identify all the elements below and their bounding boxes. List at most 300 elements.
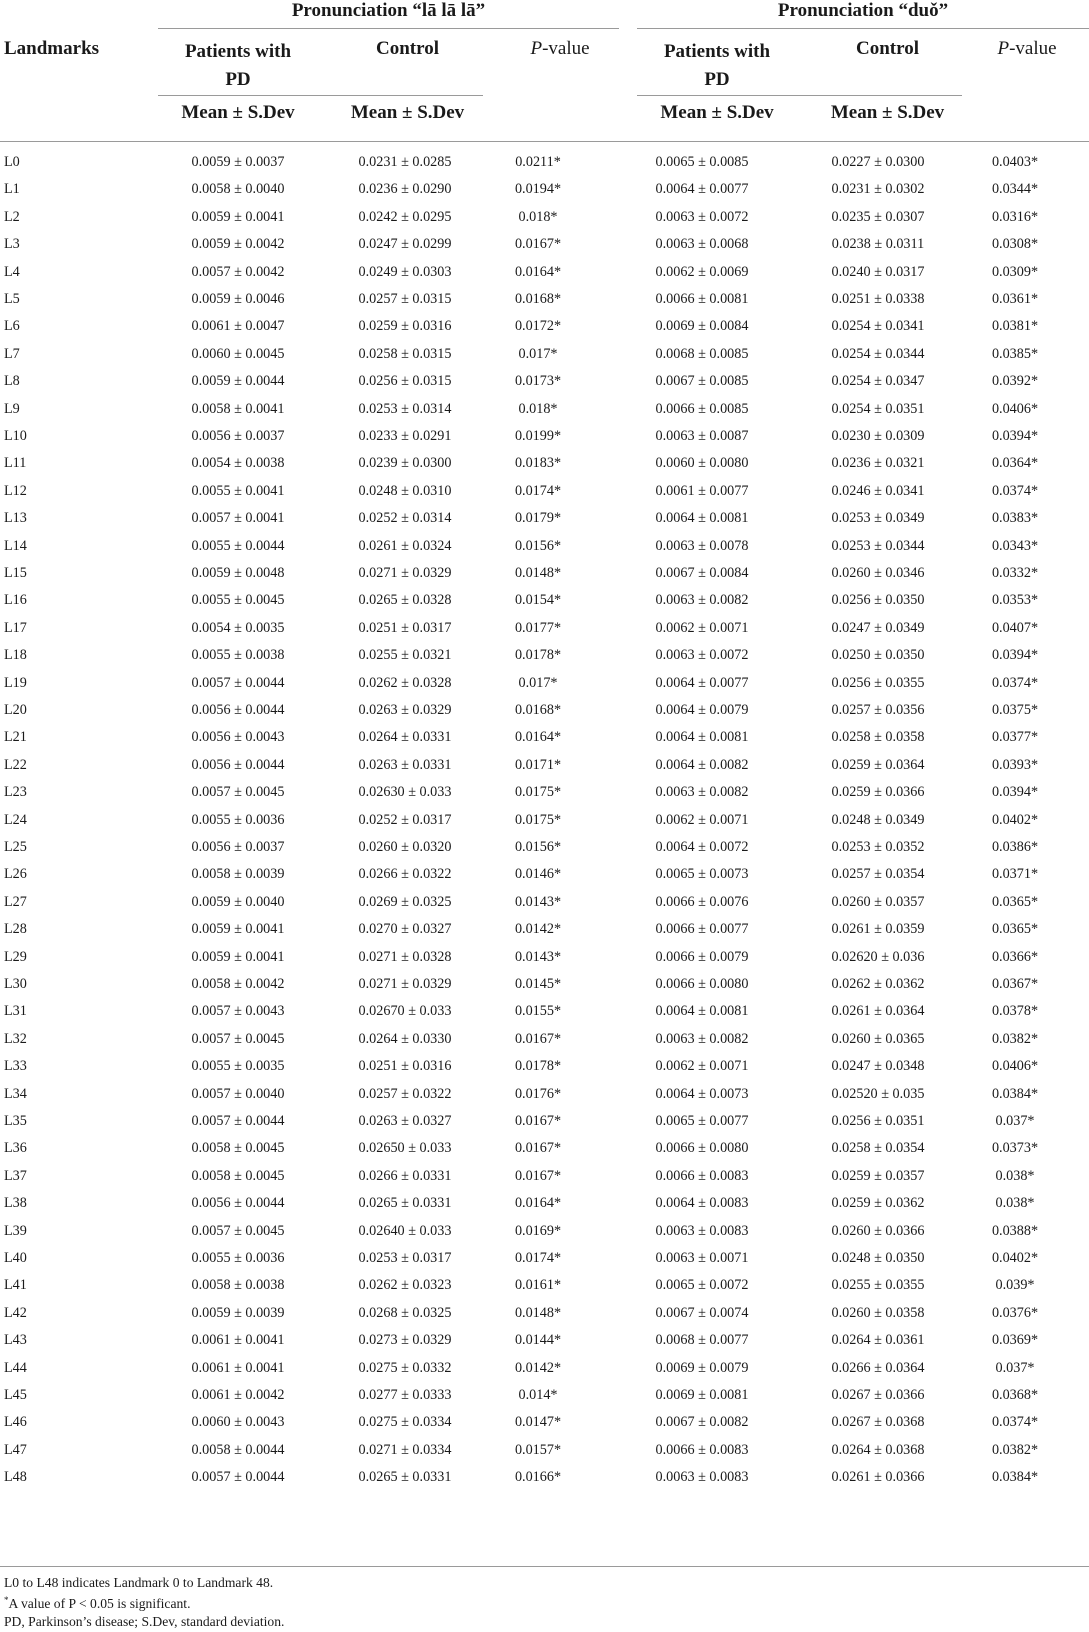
g1-control-cell: 0.0271 ± 0.0328 [358,948,452,965]
g1-control-cell: 0.0263 ± 0.0329 [358,702,452,718]
g1-control-cell: 0.0251 ± 0.0317 [358,619,452,636]
g1-pvalue-cell: 0.0157* [514,1441,562,1458]
landmark-cell: L46 [4,1414,27,1431]
landmark-cell: L1 [4,181,20,198]
g1-control-cell: 0.0265 ± 0.0328 [358,592,452,609]
g1-pvalue-cell: 0.0174* [514,482,562,499]
g1-control-cell: 0.0266 ± 0.0331 [358,1167,452,1184]
landmark-cell: L23 [4,784,27,801]
g1-patients-cell: 0.0057 ± 0.0041 [191,510,285,527]
g2-pvalue-cell: 0.0344* [991,181,1039,198]
g1-pvalue-cell: 0.0167* [514,236,562,253]
g1-pvalue-cell: 0.0199* [514,428,562,444]
g1-pvalue-cell: 0.0175* [514,784,562,801]
g2-control-cell: 0.0227 ± 0.0300 [831,154,925,170]
g1-control-cell: 0.0239 ± 0.0300 [358,455,452,472]
g1-pvalue-cell: 0.0164* [514,729,562,746]
footnote-mark: * [4,1595,9,1605]
g2-pvalue-cell: 0.0384* [991,1085,1039,1102]
g1-control-cell: 0.0253 ± 0.0317 [358,1250,452,1266]
g2-pvalue-cell: 0.0369* [991,1332,1039,1349]
g2-control-cell: 0.0240 ± 0.0317 [831,263,925,280]
landmark-cell: L29 [4,948,27,965]
g2-pvalue-cell: 0.0394* [991,428,1039,444]
g2-patients-cell: 0.0063 ± 0.0082 [655,592,749,609]
g1-control-cell: 0.0268 ± 0.0325 [358,1304,452,1321]
g2-patients-cell: 0.0066 ± 0.0083 [655,1167,749,1184]
g1-control-cell: 0.0249 ± 0.0303 [358,263,452,280]
g2-pvalue-cell: 0.0392* [991,373,1039,390]
g1-patients-cell: 0.0057 ± 0.0044 [191,674,285,691]
g2-patients-cell: 0.0068 ± 0.0077 [655,1332,749,1349]
g2-patients-cell: 0.0065 ± 0.0085 [655,154,749,170]
g2-control-cell: 0.0248 ± 0.0349 [831,811,925,828]
g2-patients-cell: 0.0064 ± 0.0072 [655,839,749,855]
table-row [0,614,1089,643]
table-row [0,1134,1089,1163]
g2-control-cell: 0.0230 ± 0.0309 [831,428,925,444]
table-row [0,203,1089,232]
g2-pvalue-cell: 0.0375* [991,702,1039,718]
patients-line1: Patients with [663,41,771,62]
landmark-cell: L15 [4,565,27,581]
group2-patients-mean-header: Mean ± S.Dev [660,102,774,123]
g1-pvalue-cell: 0.0142* [514,921,562,938]
table-row [0,586,1089,615]
g1-patients-cell: 0.0060 ± 0.0045 [191,345,285,362]
g2-control-cell: 0.0264 ± 0.0361 [831,1332,925,1349]
g1-pvalue-cell: 0.0148* [514,565,562,581]
g2-patients-cell: 0.0061 ± 0.0077 [655,482,749,499]
g2-patients-cell: 0.0063 ± 0.0083 [655,1222,749,1239]
patients-line2: PD [704,69,730,90]
g1-pvalue-cell: 0.0146* [514,866,562,883]
group1-underline [158,28,619,29]
table-row [0,641,1089,670]
g1-patients-cell: 0.0057 ± 0.0042 [191,263,285,280]
landmark-cell: L38 [4,1195,27,1212]
g2-control-cell: 0.0238 ± 0.0311 [831,236,925,253]
g2-control-cell: 0.02620 ± 0.036 [831,948,925,965]
g2-control-cell: 0.0258 ± 0.0354 [831,1140,925,1157]
table-row [0,833,1089,862]
g1-pvalue-cell: 0.0145* [514,976,562,992]
g1-control-cell: 0.0260 ± 0.0320 [358,839,452,855]
landmark-cell: L12 [4,482,27,499]
table-row [0,1436,1089,1465]
g1-control-cell: 0.0242 ± 0.0295 [358,208,452,225]
g1-control-cell: 0.0271 ± 0.0329 [358,976,452,992]
table-row [0,312,1089,341]
g1-control-cell: 0.0265 ± 0.0331 [358,1469,452,1486]
g1-control-cell: 0.02670 ± 0.033 [358,1003,452,1020]
g1-control-cell: 0.0271 ± 0.0334 [358,1441,452,1458]
g2-pvalue-cell: 0.0407* [991,619,1039,636]
g1-control-cell: 0.0257 ± 0.0322 [358,1085,452,1102]
g2-control-cell: 0.0261 ± 0.0366 [831,1469,925,1486]
g2-patients-cell: 0.0064 ± 0.0077 [655,181,749,198]
table-row [0,1052,1089,1081]
g1-pvalue-cell: 0.0154* [514,592,562,609]
table-row [0,1381,1089,1410]
g2-patients-cell: 0.0066 ± 0.0080 [655,976,749,992]
g1-patients-cell: 0.0059 ± 0.0041 [191,921,285,938]
g2-pvalue-cell: 0.0394* [991,784,1039,801]
g2-pvalue-cell: 0.0316* [991,208,1039,225]
table-row [0,504,1089,533]
table-row [0,1271,1089,1300]
g1-patients-cell: 0.0057 ± 0.0045 [191,1222,285,1239]
landmark-cell: L4 [4,263,20,280]
g2-pvalue-cell: 0.0374* [991,1414,1039,1431]
g2-patients-cell: 0.0064 ± 0.0073 [655,1085,749,1102]
g1-pvalue-cell: 0.0169* [514,1222,562,1239]
table-row [0,395,1089,424]
g1-patients-cell: 0.0058 ± 0.0041 [191,400,285,417]
g1-control-cell: 0.0257 ± 0.0315 [358,291,452,307]
landmark-cell: L40 [4,1250,27,1266]
g1-pvalue-cell: 0.0164* [514,1195,562,1212]
g2-pvalue-cell: 0.038* [995,1195,1035,1212]
g1-control-cell: 0.0233 ± 0.0291 [358,428,452,444]
g1-pvalue-cell: 0.0172* [514,318,562,335]
g1-patients-cell: 0.0061 ± 0.0041 [191,1359,285,1376]
p-letter: P [997,38,1010,59]
g2-control-cell: 0.0236 ± 0.0321 [831,455,925,472]
g1-patients-cell: 0.0059 ± 0.0039 [191,1304,285,1321]
table-row [0,915,1089,944]
g2-pvalue-cell: 0.039* [995,1277,1035,1294]
g1-control-cell: 0.02650 ± 0.033 [358,1140,452,1157]
g1-patients-cell: 0.0061 ± 0.0047 [191,318,285,335]
g1-pvalue-cell: 0.0183* [514,455,562,472]
g2-pvalue-cell: 0.0406* [991,1058,1039,1075]
g2-patients-cell: 0.0063 ± 0.0082 [655,1030,749,1047]
g1-patients-cell: 0.0058 ± 0.0039 [191,866,285,883]
g1-patients-cell: 0.0056 ± 0.0037 [191,428,285,444]
landmark-cell: L30 [4,976,27,992]
table-row [0,175,1089,204]
g2-patients-cell: 0.0064 ± 0.0083 [655,1195,749,1212]
table-bottom-rule [0,1566,1089,1567]
landmark-cell: L47 [4,1441,27,1458]
g2-patients-cell: 0.0062 ± 0.0071 [655,811,749,828]
landmark-cell: L33 [4,1058,27,1075]
landmark-cell: L28 [4,921,27,938]
g2-control-cell: 0.0260 ± 0.0365 [831,1030,925,1047]
g1-pvalue-cell: 0.0156* [514,537,562,554]
g2-pvalue-cell: 0.0367* [991,976,1039,992]
g1-control-cell: 0.0266 ± 0.0322 [358,866,452,883]
g1-patients-cell: 0.0059 ± 0.0046 [191,291,285,307]
g1-pvalue-cell: 0.0147* [514,1414,562,1431]
g2-patients-cell: 0.0064 ± 0.0081 [655,510,749,527]
table-row [0,422,1089,451]
g2-pvalue-cell: 0.0403* [991,154,1039,170]
table-row [0,1244,1089,1273]
g2-patients-cell: 0.0064 ± 0.0081 [655,1003,749,1020]
landmark-cell: L34 [4,1085,27,1102]
landmark-cell: L18 [4,647,27,664]
table-row [0,778,1089,807]
g1-pvalue-cell: 0.0148* [514,1304,562,1321]
g2-control-cell: 0.0261 ± 0.0364 [831,1003,925,1020]
landmark-cell: L14 [4,537,27,554]
landmark-cell: L25 [4,839,27,855]
g1-control-cell: 0.0258 ± 0.0315 [358,345,452,362]
g2-patients-cell: 0.0066 ± 0.0076 [655,893,749,910]
table-row [0,970,1089,999]
g2-control-cell: 0.0256 ± 0.0355 [831,674,925,691]
group2-pvalue-header [965,38,1089,60]
g2-patients-cell: 0.0062 ± 0.0071 [655,619,749,636]
g2-pvalue-cell: 0.0376* [991,1304,1039,1321]
g2-patients-cell: 0.0062 ± 0.0071 [655,1058,749,1075]
g1-patients-cell: 0.0058 ± 0.0038 [191,1277,285,1294]
g1-pvalue-cell: 0.0167* [514,1140,562,1157]
group1-control-mean-header: Mean ± S.Dev [350,102,465,123]
g1-patients-cell: 0.0055 ± 0.0045 [191,592,285,609]
g2-patients-cell: 0.0063 ± 0.0072 [655,647,749,664]
g2-patients-cell: 0.0069 ± 0.0081 [655,1387,749,1403]
g1-control-cell: 0.0255 ± 0.0321 [358,647,452,664]
group2-patients-header [637,38,797,94]
g1-patients-cell: 0.0057 ± 0.0045 [191,1030,285,1047]
g2-control-cell: 0.0267 ± 0.0368 [831,1414,925,1431]
g2-pvalue-cell: 0.0394* [991,647,1039,664]
g2-control-cell: 0.0260 ± 0.0346 [831,565,925,581]
g2-control-cell: 0.0248 ± 0.0350 [831,1250,925,1266]
g1-pvalue-cell: 0.0176* [514,1085,562,1102]
g1-pvalue-cell: 0.0211* [515,154,561,170]
g1-control-cell: 0.0263 ± 0.0327 [358,1113,452,1129]
g1-pvalue-cell: 0.018* [518,400,558,417]
landmark-cell: L6 [4,318,20,335]
g2-control-cell: 0.0258 ± 0.0358 [831,729,925,746]
landmark-cell: L19 [4,674,27,691]
landmark-cell: L31 [4,1003,27,1020]
table-row [0,532,1089,561]
g2-pvalue-cell: 0.038* [995,1167,1035,1184]
g2-pvalue-cell: 0.0361* [991,291,1039,307]
table-row [0,1080,1089,1109]
g1-pvalue-cell: 0.0167* [514,1113,562,1129]
g2-control-cell: 0.0259 ± 0.0357 [831,1167,925,1184]
landmark-cell: L20 [4,702,27,718]
g2-pvalue-cell: 0.0382* [991,1441,1039,1458]
g1-pvalue-cell: 0.0143* [514,893,562,910]
g2-pvalue-cell: 0.0353* [991,592,1039,609]
g1-patients-cell: 0.0055 ± 0.0044 [191,537,285,554]
g2-control-cell: 0.0260 ± 0.0357 [831,893,925,910]
landmark-cell: L3 [4,236,20,253]
g2-patients-cell: 0.0067 ± 0.0074 [655,1304,749,1321]
g2-patients-cell: 0.0063 ± 0.0072 [655,208,749,225]
landmark-cell: L35 [4,1113,27,1129]
g2-patients-cell: 0.0066 ± 0.0083 [655,1441,749,1458]
g2-control-cell: 0.0254 ± 0.0347 [831,373,925,390]
patients-line1: Patients with [184,41,292,62]
g1-control-cell: 0.0264 ± 0.0331 [358,729,452,746]
g1-pvalue-cell: 0.0178* [514,647,562,664]
landmark-cell: L9 [4,400,20,417]
g1-control-cell: 0.0271 ± 0.0329 [358,565,452,581]
g2-control-cell: 0.0260 ± 0.0358 [831,1304,925,1321]
g1-patients-cell: 0.0055 ± 0.0036 [191,811,285,828]
g2-control-cell: 0.0261 ± 0.0359 [831,921,925,938]
g1-patients-cell: 0.0061 ± 0.0041 [191,1332,285,1349]
g1-control-cell: 0.0264 ± 0.0330 [358,1030,452,1047]
g2-control-cell: 0.0266 ± 0.0364 [831,1359,925,1376]
g1-pvalue-cell: 0.018* [518,208,558,225]
g1-patients-cell: 0.0056 ± 0.0044 [191,702,285,718]
g2-pvalue-cell: 0.0343* [991,537,1039,554]
g1-control-cell: 0.02630 ± 0.033 [358,784,452,801]
p-suffix: -value [1009,38,1057,59]
landmark-cell: L11 [4,455,27,472]
g1-pvalue-cell: 0.0144* [514,1332,562,1349]
g1-pvalue-cell: 0.017* [518,674,558,691]
group2-control-mean-header: Mean ± S.Dev [830,102,945,123]
g1-pvalue-cell: 0.0156* [514,839,562,855]
g1-patients-cell: 0.0059 ± 0.0037 [191,154,285,170]
g2-control-cell: 0.0259 ± 0.0362 [831,1195,925,1212]
g1-control-cell: 0.0231 ± 0.0285 [358,154,452,170]
g1-pvalue-cell: 0.017* [518,345,558,362]
g1-patients-cell: 0.0056 ± 0.0037 [191,839,285,855]
landmark-cell: L21 [4,729,27,746]
g1-pvalue-cell: 0.0173* [514,373,562,390]
g2-pvalue-cell: 0.0402* [991,811,1039,828]
g1-control-cell: 0.0252 ± 0.0314 [358,510,452,527]
g1-pvalue-cell: 0.0166* [514,1469,562,1486]
table-row [0,943,1089,972]
g2-control-cell: 0.0231 ± 0.0302 [831,181,925,198]
table-row [0,888,1089,917]
g2-pvalue-cell: 0.0406* [991,400,1039,417]
g1-pvalue-cell: 0.0194* [514,181,562,198]
g1-control-cell: 0.0262 ± 0.0323 [358,1277,452,1294]
table-row [0,723,1089,752]
mean-underline-group2 [637,95,962,96]
g1-control-cell: 0.0247 ± 0.0299 [358,236,452,253]
g1-control-cell: 0.0248 ± 0.0310 [358,482,452,499]
landmark-cell: L37 [4,1167,27,1184]
g2-control-cell: 0.0255 ± 0.0355 [831,1277,925,1294]
g1-patients-cell: 0.0058 ± 0.0044 [191,1441,285,1458]
landmark-cell: L10 [4,428,27,444]
g2-control-cell: 0.0264 ± 0.0368 [831,1441,925,1458]
g2-control-cell: 0.0251 ± 0.0338 [831,291,925,307]
table-row [0,258,1089,287]
landmark-cell: L27 [4,893,27,910]
g2-pvalue-cell: 0.0384* [991,1469,1039,1486]
landmark-cell: L36 [4,1140,27,1157]
table-row [0,230,1089,259]
g2-control-cell: 0.0267 ± 0.0366 [831,1387,925,1403]
landmark-cell: L2 [4,208,20,225]
g2-control-cell: 0.0254 ± 0.0341 [831,318,925,335]
g1-pvalue-cell: 0.0167* [514,1167,562,1184]
g2-pvalue-cell: 0.0371* [991,866,1039,883]
g1-control-cell: 0.0273 ± 0.0329 [358,1332,452,1349]
landmark-cell: L0 [4,154,20,170]
g1-control-cell: 0.0262 ± 0.0328 [358,674,452,691]
g2-pvalue-cell: 0.0386* [991,839,1039,855]
landmark-cell: L45 [4,1387,27,1403]
g1-pvalue-cell: 0.0168* [514,291,562,307]
group1-title: Pronunciation “lā lā lā” [291,0,486,21]
g2-control-cell: 0.0262 ± 0.0362 [831,976,925,992]
group1-patients-header [158,38,318,94]
g2-pvalue-cell: 0.0332* [991,565,1039,581]
g2-patients-cell: 0.0065 ± 0.0073 [655,866,749,883]
g1-control-cell: 0.0236 ± 0.0290 [358,181,452,198]
g1-patients-cell: 0.0059 ± 0.0040 [191,893,285,910]
g2-patients-cell: 0.0067 ± 0.0084 [655,565,749,581]
g1-patients-cell: 0.0055 ± 0.0038 [191,647,285,664]
table-row [0,806,1089,835]
g2-patients-cell: 0.0064 ± 0.0079 [655,702,749,718]
g2-control-cell: 0.0253 ± 0.0349 [831,510,925,527]
header-bottom-rule [0,141,1089,142]
g2-pvalue-cell: 0.0366* [991,948,1039,965]
group1-pvalue-header [500,38,620,60]
patients-line2: PD [225,69,251,90]
g2-patients-cell: 0.0064 ± 0.0081 [655,729,749,746]
mean-underline-group1 [158,95,483,96]
g2-pvalue-cell: 0.0365* [991,921,1039,938]
table-row [0,285,1089,314]
table-row [0,1217,1089,1246]
g1-patients-cell: 0.0059 ± 0.0042 [191,236,285,253]
g1-patients-cell: 0.0055 ± 0.0041 [191,482,285,499]
landmark-cell: L13 [4,510,27,527]
g1-patients-cell: 0.0059 ± 0.0044 [191,373,285,390]
landmark-cell: L48 [4,1469,27,1486]
g2-patients-cell: 0.0063 ± 0.0078 [655,537,749,554]
table-row [0,148,1089,177]
table-row [0,997,1089,1026]
table-row [0,367,1089,396]
g1-control-cell: 0.0252 ± 0.0317 [358,811,452,828]
g2-control-cell: 0.0253 ± 0.0352 [831,839,925,855]
g2-pvalue-cell: 0.0308* [991,236,1039,253]
g2-control-cell: 0.0254 ± 0.0344 [831,345,925,362]
g2-patients-cell: 0.0069 ± 0.0084 [655,318,749,335]
g2-control-cell: 0.0253 ± 0.0344 [831,537,925,554]
g2-control-cell: 0.0259 ± 0.0366 [831,784,925,801]
g2-patients-cell: 0.0065 ± 0.0077 [655,1113,749,1129]
g2-patients-cell: 0.0066 ± 0.0085 [655,400,749,417]
g1-control-cell: 0.02640 ± 0.033 [358,1222,452,1239]
g2-pvalue-cell: 0.037* [995,1359,1035,1376]
g1-control-cell: 0.0265 ± 0.0331 [358,1195,452,1212]
g2-pvalue-cell: 0.0368* [991,1387,1039,1403]
g1-pvalue-cell: 0.014* [518,1387,558,1403]
g1-control-cell: 0.0275 ± 0.0332 [358,1359,452,1376]
table-row [0,340,1089,369]
landmark-cell: L32 [4,1030,27,1047]
table-row [0,1299,1089,1328]
g1-patients-cell: 0.0057 ± 0.0043 [191,1003,285,1020]
g1-pvalue-cell: 0.0143* [514,948,562,965]
g2-patients-cell: 0.0066 ± 0.0080 [655,1140,749,1157]
table-row [0,669,1089,698]
g2-patients-cell: 0.0062 ± 0.0069 [655,263,749,280]
g2-pvalue-cell: 0.0364* [991,455,1039,472]
table-row [0,860,1089,889]
